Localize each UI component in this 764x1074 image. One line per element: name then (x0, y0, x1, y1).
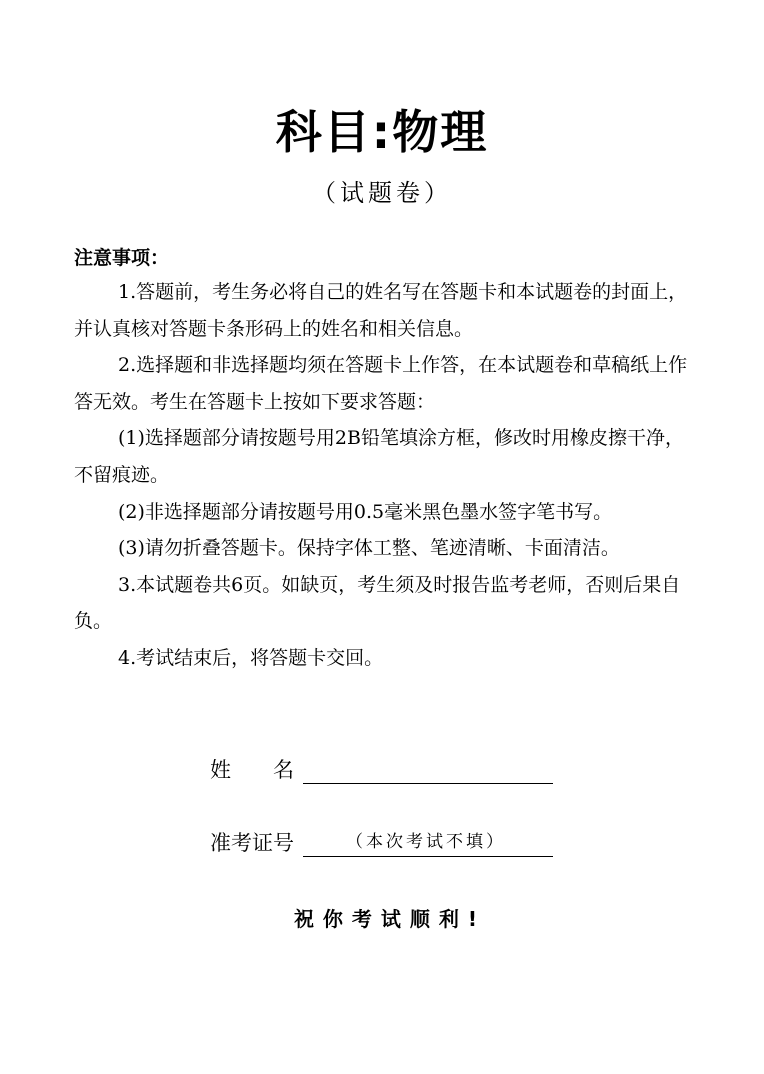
notice-item: 3.本试题卷共6页。如缺页，考生须及时报告监考老师，否则后果自负。 (74, 573, 681, 633)
notice-item: 1.答题前，考生务必将自己的姓名写在答题卡和本试题卷的封面上，并认真核对答题卡条形码上的姓名和相关信息。 (74, 281, 688, 340)
notice-item: (1)选择题部分请按题号用2B铅笔填涂方框，修改时用橡皮擦干净，不留痕迹。 (74, 427, 684, 486)
subject-title: 科目:物理 (275, 105, 489, 159)
notice-section (74, 245, 694, 677)
name-blank-line[interactable] (303, 755, 553, 784)
name-field-label: 姓 名 (210, 758, 294, 782)
notice-heading: 注意事项： (74, 247, 170, 269)
notice-item: (3)请勿折叠答题卡。保持字体工整、笔迹清晰、卡面清洁。 (118, 537, 620, 560)
good-luck-message: 祝你考试顺利! (293, 907, 487, 931)
notice-item: 2.选择题和非选择题均须在答题卡上作答，在本试题卷和草稿纸上作答无效。考生在答题卡上按如下要求答题： (74, 354, 688, 413)
paper-type-subtitle: （试题卷） (312, 179, 452, 207)
notice-item: 4.考试结束后，将答题卡交回。 (118, 646, 384, 669)
exam-id-field-label: 准考证号 (210, 831, 294, 855)
notice-item: (2)非选择题部分请按题号用0.5毫米黑色墨水签字笔书写。 (118, 500, 613, 523)
exam-id-note: （本次考试不填） (346, 832, 506, 852)
